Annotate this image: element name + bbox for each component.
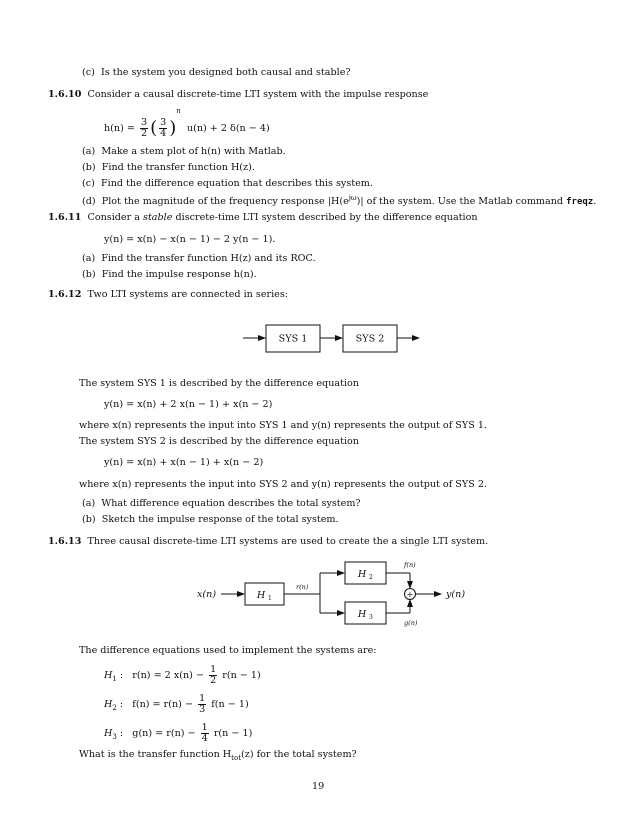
h2-label: H [357, 569, 367, 580]
item-end: . [593, 196, 597, 208]
intro-emphasis: stable [143, 212, 173, 223]
h3-label: H [357, 609, 367, 620]
eq-label-sub: 3 [112, 732, 117, 741]
eq-label: H [104, 699, 113, 711]
item-text: Find the transfer function H(z) and its ROC. [101, 253, 316, 264]
sys1-description: The system SYS 1 is described by the difference equation [79, 378, 359, 389]
eq-fraction [209, 665, 217, 686]
eq-rhs: r(n − 1) [213, 728, 253, 740]
sys2-equation: y(n) = x(n) + x(n − 1) + x(n − 2) [104, 457, 264, 468]
intro-before: Consider a [87, 212, 140, 223]
f-label: f(n) [404, 561, 416, 569]
item-text: What difference equation describes the total system? [101, 498, 361, 509]
eq-den: 2 [210, 675, 217, 687]
eq-lhs: r(n) = 2 x(n) − [132, 670, 205, 682]
sum-sign: + [406, 590, 414, 599]
eq-num: 1 [201, 722, 208, 733]
base-num: 3 [160, 116, 167, 128]
item-letter: (a) [82, 253, 96, 264]
item-text: Make a stem plot of h(n) with Matlab. [101, 146, 286, 157]
equation-rest: u(n) + 2 δ(n − 4) [186, 123, 270, 134]
page-number: 19 [312, 781, 325, 792]
equation-h3 [104, 723, 252, 744]
eq-label: H [104, 728, 113, 740]
question-after: (z) for the total system? [241, 749, 357, 760]
eq-num: 1 [210, 664, 217, 675]
sys1-equation: y(n) = x(n) + 2 x(n − 1) + x(n − 2) [104, 399, 273, 410]
eq-lhs: f(n) = r(n) − [132, 699, 193, 711]
question-before: What is the transfer function H [79, 749, 232, 760]
h1-subscript: 1 [268, 595, 272, 602]
matlab-command: freqz [566, 197, 594, 208]
coef-num: 3 [141, 116, 148, 128]
item-text: Sketch the impulse response of the total system. [101, 514, 339, 525]
base-den: 4 [160, 128, 167, 139]
g-label: g(n) [404, 619, 418, 627]
eq-fraction [198, 694, 206, 715]
problem-number: 1.6.11 [48, 212, 82, 223]
item-text-sup: jω [348, 194, 357, 202]
item-text-before: Plot the magnitude of the frequency response |H(e [101, 196, 349, 208]
eq-label-sub: 1 [112, 674, 117, 683]
equations-intro: The difference equations used to implement the systems are: [79, 645, 377, 656]
item-letter: (c) [82, 178, 95, 189]
problem-number: 1.6.10 [48, 89, 82, 100]
exponent: n [176, 107, 181, 115]
eq-den: 4 [201, 733, 208, 745]
item-letter: (a) [82, 498, 96, 509]
sys2-label: SYS 2 [355, 333, 385, 345]
coef-den: 2 [141, 128, 148, 139]
item-text: Find the impulse response h(n). [101, 269, 257, 280]
sys2-description: The system SYS 2 is described by the difference equation [79, 436, 359, 447]
eq-label: H [104, 670, 113, 682]
problem-intro: Two LTI systems are connected in series: [87, 289, 288, 300]
eq-colon: : [119, 699, 124, 711]
eq-colon: : [119, 728, 124, 740]
question-sub: tot [231, 753, 242, 762]
equation-h1 [104, 665, 261, 686]
output-label: y(n) [446, 589, 466, 600]
eq-rhs: r(n − 1) [222, 670, 261, 682]
sys1-note: where x(n) represents the input into SYS 1 and y(n) represents the output of SYS 1. [79, 420, 487, 431]
item-letter: (c) [82, 67, 95, 78]
h3-subscript: 3 [369, 614, 373, 621]
eq-num: 1 [199, 693, 206, 704]
h1-label: H [256, 590, 266, 601]
equation-lhs: h(n) = [104, 123, 135, 134]
item-text: Find the transfer function H(z). [101, 162, 255, 173]
item-letter: (b) [82, 162, 96, 173]
problem-number: 1.6.13 [48, 536, 82, 547]
eq-label-sub: 2 [112, 703, 117, 712]
final-question [79, 750, 357, 762]
problem-1-6-10-equation: h(n) = $\frac{3}{2}$ ( $\frac{3}{4}$ )$^n$ u(n) + 2 δ(n − 4) [104, 107, 270, 139]
intro-after: discrete-time LTI system described by the difference equation [175, 212, 478, 223]
eq-rhs: f(n − 1) [211, 699, 249, 711]
sys2-note: where x(n) represents the input into SYS 2 and y(n) represents the output of SYS 2. [79, 479, 487, 490]
eq-lhs: g(n) = r(n) − [132, 728, 196, 740]
equation-h2 [104, 694, 249, 715]
item-letter: (a) [82, 146, 96, 157]
item-letter: (b) [82, 269, 96, 280]
item-text-after: )| of the system. Use the Matlab command [356, 196, 564, 208]
input-label: x(n) [197, 589, 217, 600]
item-letter: (b) [82, 514, 96, 525]
problem-intro: Consider a causal discrete-time LTI system with the impulse response [87, 89, 429, 100]
eq-den: 3 [199, 704, 206, 716]
problem-number: 1.6.12 [48, 289, 82, 300]
item-text: Find the difference equation that describes this system. [100, 178, 373, 189]
problem-1-6-11-equation: y(n) = x(n) − x(n − 1) − 2 y(n − 1). [104, 234, 276, 245]
eq-colon: : [119, 670, 124, 682]
r-label: r(n) [296, 583, 309, 591]
eq-fraction [201, 723, 209, 744]
item-text: Is the system you designed both causal and stable? [100, 67, 351, 78]
item-letter: (d) [82, 196, 96, 208]
problem-intro: Three causal discrete-time LTI systems are used to create the a single LTI system. [87, 536, 489, 547]
sys1-label: SYS 1 [278, 333, 308, 345]
h2-subscript: 2 [369, 574, 373, 581]
